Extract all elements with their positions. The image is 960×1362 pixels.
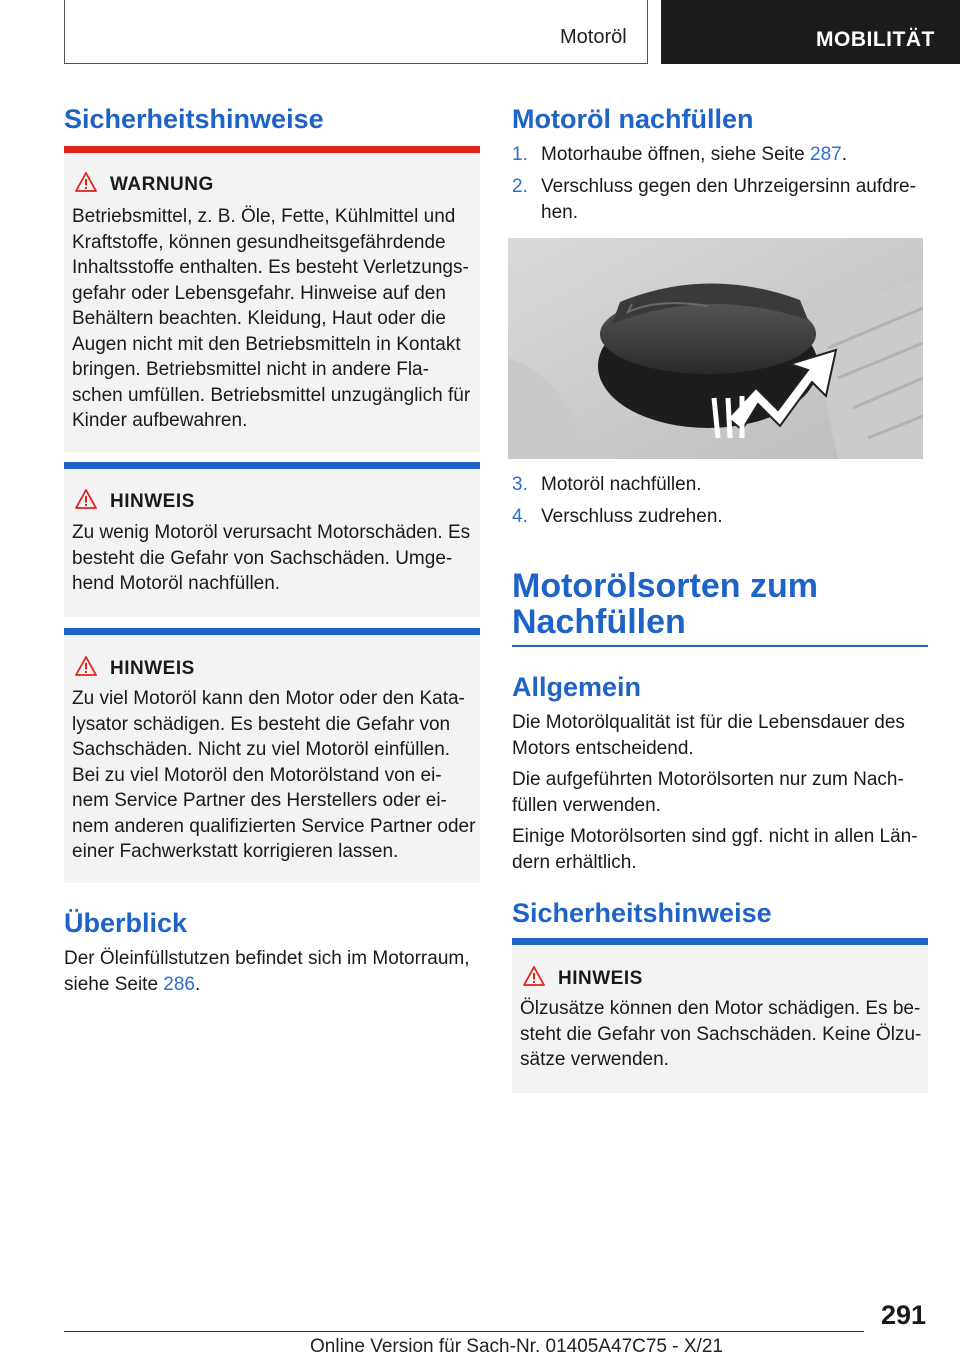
notice-text: Ölzusätze können den Motor schädigen. Es be- steht die Gefahr von Sachschäden. Keine Ölzu- sätze verwenden. xyxy=(520,998,922,1070)
heading-safety-notes: Sicherheitshinweise xyxy=(64,104,324,134)
warning-text: Betriebsmittel, z. B. Öle, Fette, Kühlmittel und Kraftstoffe, können gesundheitsgefährdende Inhaltsstoffe enthalten. Es besteht Verletzungs- gefahr oder Lebensgefahr. Hinweise auf den Behältern beachten. Kleidung, Haut oder die Augen nicht mit den Betriebsmitteln in Kontakt bringen. Betriebsmittel nicht in andere Fla- schen umfüllen. Betriebsmittel unzugänglich für Kinder aufbewahren. xyxy=(72,206,471,431)
heading-overview: Überblick xyxy=(64,908,188,938)
general-paragraph-2: Die aufgeführten Motorölsorten nur zum Nach- füllen verwenden. xyxy=(512,769,904,816)
notice-box-2 xyxy=(64,628,480,883)
warning-triangle-icon xyxy=(75,172,97,192)
header-section-title: Motoröl xyxy=(560,26,627,48)
header-chapter-label: MOBILITÄT xyxy=(816,28,935,51)
warning-triangle-icon xyxy=(75,656,97,676)
notice-bar xyxy=(512,938,928,945)
notice-title: HINWEIS xyxy=(558,968,643,989)
warning-title: WARNUNG xyxy=(110,174,214,195)
heading-rule xyxy=(512,645,928,647)
page-link-286[interactable]: 286 xyxy=(163,973,195,995)
warning-triangle-icon xyxy=(75,489,97,509)
page-number: 291 xyxy=(881,1300,927,1330)
heading-general: Allgemein xyxy=(512,672,642,702)
general-paragraph-3: Einige Motorölsorten sind ggf. nicht in allen Län- dern erhältlich. xyxy=(512,826,918,873)
notice-box-3 xyxy=(512,938,928,1093)
footer-online-version: Online Version für Sach-Nr. 01405A47C75 - X/21 xyxy=(310,1336,723,1357)
footer-rule xyxy=(64,1331,864,1332)
heading-safety-notes-2: Sicherheitshinweise xyxy=(512,898,772,928)
warning-box xyxy=(64,146,480,452)
step-2: 2. Verschluss gegen den Uhrzeigersinn aufdre- hen. xyxy=(512,176,916,223)
notice-text: Zu viel Motoröl kann den Motor oder den Kata- lysator schädigen. Es besteht die Gefahr von Sachschäden. Nicht zu viel Motoröl einfüllen. Bei zu viel Motoröl den Motorölstand von ei- nem Service Partner des Herstellers oder ei- nem anderen qualifizierten Service Partner oder einer Fachwerkstatt korrigieren lassen. xyxy=(72,688,476,862)
overview-text: Der Öleinfüllstutzen befindet sich im Motorraum, siehe Seite 286. xyxy=(64,948,470,995)
header-chapter-tab xyxy=(661,0,960,64)
warning-bar xyxy=(64,146,480,153)
heading-refill-oil: Motoröl nachfüllen xyxy=(512,104,754,134)
notice-title: HINWEIS xyxy=(110,658,195,679)
warning-triangle-icon xyxy=(523,966,545,986)
notice-text: Zu wenig Motoröl verursacht Motorschäden. Es besteht die Gefahr von Sachschäden. Umge- hend Motoröl nachfüllen. xyxy=(72,522,471,594)
step-4: 4. Verschluss zudrehen. xyxy=(512,506,723,527)
page-link-287[interactable]: 287 xyxy=(810,144,842,165)
notice-bar xyxy=(64,462,480,469)
oil-filler-cap-image xyxy=(508,238,923,459)
notice-title: HINWEIS xyxy=(110,491,195,512)
notice-bar xyxy=(64,628,480,635)
step-1: 1. Motorhaube öffnen, siehe Seite 287. xyxy=(512,144,847,165)
heading-oil-types: Motorölsorten zum Nachfüllen xyxy=(512,567,818,641)
general-paragraph-1: Die Motorölqualität ist für die Lebensdauer des Motors entscheidend. xyxy=(512,712,905,759)
step-3: 3. Motoröl nachfüllen. xyxy=(512,474,702,495)
notice-box-1 xyxy=(64,462,480,617)
